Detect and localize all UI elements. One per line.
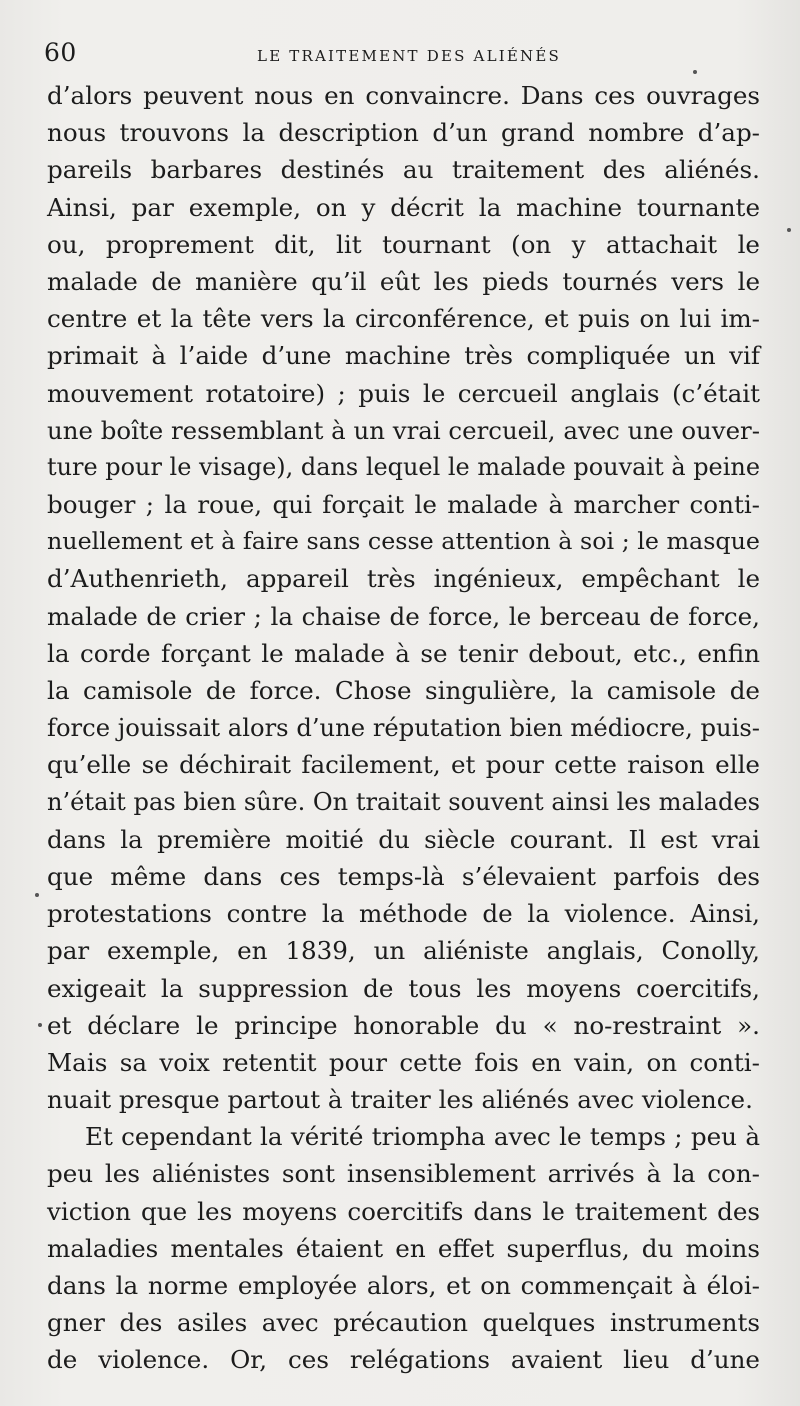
text-line: d’alors peuvent nous en convaincre. Dans ces ouvrages xyxy=(47,81,760,110)
text-line: ture pour le visage), dans lequel le malade pouvait à peine xyxy=(47,452,760,481)
text-line: par exemple, en 1839, un aliéniste anglais, Conolly, xyxy=(47,936,760,966)
text-line: Mais sa voix retentit pour cette fois en vain, on conti- xyxy=(47,1047,760,1077)
text-line: nuellement et à faire sans cesse attention à soi ; le masque xyxy=(47,527,760,556)
margin-speck xyxy=(693,70,697,74)
body-text xyxy=(47,77,760,1379)
text-line: malade de crier ; la chaise de force, le berceau de force, xyxy=(47,601,760,631)
text-line: la corde forçant le malade à se tenir debout, etc., enfin xyxy=(47,638,760,668)
text-line: Ainsi, par exemple, on y décrit la machine tournante xyxy=(47,192,760,222)
text-line: dans la première moitié du siècle courant. Il est vrai xyxy=(47,824,760,854)
text-line: ou, proprement dit, lit tournant (on y attachait le xyxy=(47,229,760,259)
text-line: gner des asiles avec précaution quelques instruments xyxy=(47,1308,760,1338)
text-line: Et cependant la vérité triompha avec le temps ; peu à xyxy=(85,1122,760,1152)
text-line: force jouissait alors d’une réputation bien médiocre, puis- xyxy=(47,713,760,743)
text-line: protestations contre la méthode de la violence. Ainsi, xyxy=(47,899,760,929)
text-line: maladies mentales étaient en effet superflus, du moins xyxy=(47,1233,760,1263)
text-line: que même dans ces temps-là s’élevaient parfois des xyxy=(47,861,760,891)
text-line: la camisole de force. Chose singulière, la camisole de xyxy=(47,676,760,705)
text-line: nous trouvons la description d’un grand nombre d’ap- xyxy=(47,118,760,148)
page-number: 60 xyxy=(44,38,77,67)
margin-speck xyxy=(787,228,791,232)
text-line: primait à l’aide d’une machine très compliquée un vif xyxy=(47,341,760,371)
text-line: viction que les moyens coercitifs dans le traitement des xyxy=(47,1196,760,1226)
text-line: malade de manière qu’il eût les pieds tournés vers le xyxy=(47,266,760,296)
text-line: de violence. Or, ces relégations avaient lieu d’une xyxy=(47,1345,760,1375)
text-line: mouvement rotatoire) ; puis le cercueil anglais (c’était xyxy=(47,378,760,408)
text-line: une boîte ressemblant à un vrai cercueil, avec une ouver- xyxy=(47,415,760,445)
text-line: dans la norme employée alors, et on commençait à éloi- xyxy=(47,1271,760,1300)
text-line: et déclare le principe honorable du « no-restraint ». xyxy=(47,1010,760,1040)
text-line: nuait presque partout à traiter les aliénés avec violence. xyxy=(47,1085,753,1115)
margin-speck xyxy=(38,1023,42,1027)
text-line: n’était pas bien sûre. On traitait souvent ainsi les malades xyxy=(47,787,760,816)
text-line: peu les aliénistes sont insensiblement arrivés à la con- xyxy=(47,1159,760,1189)
page-header xyxy=(44,36,756,76)
text-line: d’Authenrieth, appareil très ingénieux, empêchant le xyxy=(47,564,760,594)
text-line: pareils barbares destinés au traitement des aliénés. xyxy=(47,155,760,185)
text-line: qu’elle se déchirait facilement, et pour cette raison elle xyxy=(47,750,760,780)
text-line: centre et la tête vers la circonférence, et puis on lui im- xyxy=(47,304,760,334)
text-line: exigeait la suppression de tous les moyens coercitifs, xyxy=(47,973,760,1003)
margin-speck xyxy=(35,893,39,897)
running-head: LE TRAITEMENT DES ALIÉNÉS xyxy=(257,47,561,65)
text-line: bouger ; la roue, qui forçait le malade à marcher conti- xyxy=(47,490,760,520)
